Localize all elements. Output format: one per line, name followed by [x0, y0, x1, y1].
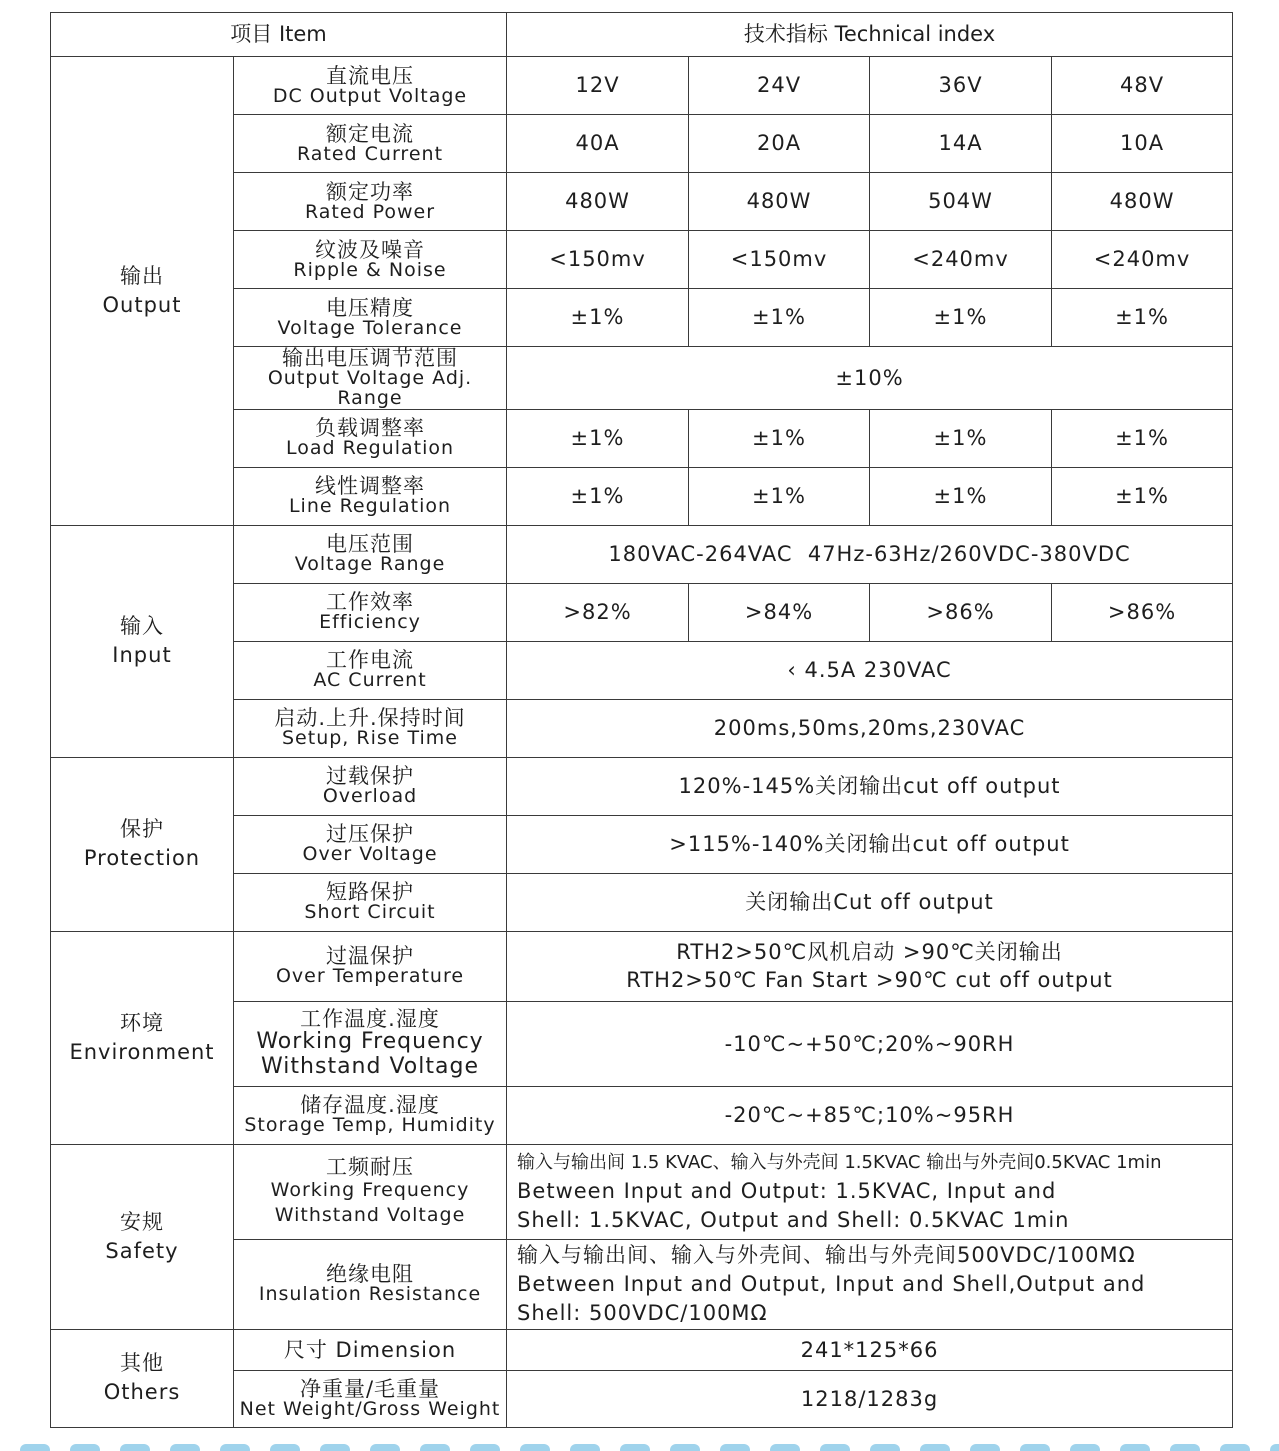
row-overload — [51, 757, 1233, 815]
item-label-en: Efficiency — [319, 611, 421, 634]
value-cell: 241*125*66 — [507, 1329, 1233, 1370]
item-working-temp — [234, 1001, 507, 1086]
value-cell: 关闭输出Cut off output — [507, 873, 1233, 931]
item-dc-voltage — [234, 57, 507, 115]
value-cell: ±1% — [1052, 289, 1233, 347]
item-voltage-tolerance — [234, 289, 507, 347]
item-label-en: Output Voltage Adj. Range — [267, 367, 473, 409]
category-safety-cn: 安规 — [120, 1209, 164, 1234]
value-cell: ‹ 4.5A 230VAC — [507, 641, 1233, 699]
decorative-dot — [20, 1444, 50, 1451]
decorative-dot — [470, 1444, 500, 1451]
value-cell: ±1% — [507, 409, 689, 467]
item-label-cn: 净重量/毛重量 — [299, 1376, 441, 1401]
value-cell: 200ms,50ms,20ms,230VAC — [507, 699, 1233, 757]
value-line-cn: 输入与输出间 1.5 KVAC、输入与外壳间 1.5KVAC 输出与外壳间0.5KVAC 1min — [517, 1152, 1162, 1173]
item-label-en: DC Output Voltage — [272, 84, 468, 107]
category-input — [51, 525, 234, 757]
item-label-en: Withstand Voltage — [261, 1053, 479, 1079]
category-others — [51, 1329, 234, 1427]
value-cell: 20A — [689, 115, 870, 173]
item-label-cn: 过温保护 — [326, 944, 414, 969]
item-label-en: Ripple & Noise — [293, 258, 447, 281]
item-label-cn: 纹波及噪音 — [315, 237, 425, 262]
category-environment-en: Environment — [69, 1039, 215, 1064]
value-cell: -20℃~+85℃;10%~95RH — [507, 1086, 1233, 1144]
value-line: Shell: 500VDC/100MΩ — [517, 1300, 768, 1325]
item-load-regulation — [234, 409, 507, 467]
decorative-dot — [970, 1444, 1000, 1451]
decorative-dot — [170, 1444, 200, 1451]
value-cell: ±1% — [870, 467, 1052, 525]
value-cell: ±1% — [1052, 409, 1233, 467]
value-cell: 120%-145%关闭输出cut off output — [507, 757, 1233, 815]
value-cell: <240mv — [870, 231, 1052, 289]
value-cell: <150mv — [689, 231, 870, 289]
value-cell: 504W — [870, 173, 1052, 231]
header-technical: 技术指标 Technical index — [507, 13, 1233, 57]
value-cell: 10A — [1052, 115, 1233, 173]
category-others-cn: 其他 — [120, 1351, 164, 1376]
header-row — [51, 13, 1233, 57]
item-label-cn: 启动.上升.保持时间 — [274, 706, 466, 731]
value-cell: 40A — [507, 115, 689, 173]
decorative-dot — [1220, 1444, 1250, 1451]
item-efficiency — [234, 583, 507, 641]
decorative-dot — [1020, 1444, 1050, 1451]
item-insulation — [234, 1239, 507, 1329]
item-label-cn: 储存温度.湿度 — [300, 1093, 440, 1118]
value-line-en: Shell: 1.5KVAC, Output and Shell: 0.5KVAC 1min — [517, 1207, 1070, 1232]
decorative-dot — [770, 1444, 800, 1451]
item-label-en: Over Voltage — [302, 843, 438, 866]
item-label-en: Working Frequency — [256, 1029, 484, 1055]
value-cell: 12V — [507, 57, 689, 115]
decorative-dot — [1070, 1444, 1100, 1451]
item-label-en: Voltage Range — [294, 553, 446, 576]
category-environment — [51, 931, 234, 1144]
item-label-en: Overload — [322, 785, 418, 808]
decorative-dot — [220, 1444, 250, 1451]
item-label-cn: 过载保护 — [326, 764, 414, 789]
item-weight — [234, 1370, 507, 1427]
decorative-dot — [1170, 1444, 1200, 1451]
decorative-dot — [270, 1444, 300, 1451]
row-dimension — [51, 1329, 1233, 1370]
item-label-cn: 负载调整率 — [315, 416, 425, 441]
decorative-dot — [820, 1444, 850, 1451]
value-cell: 48V — [1052, 57, 1233, 115]
decorative-dot — [120, 1444, 150, 1451]
value-cell: >115%-140%关闭输出cut off output — [507, 815, 1233, 873]
value-cell — [507, 931, 1233, 1001]
category-environment-cn: 环境 — [120, 1010, 164, 1035]
row-dc-voltage — [51, 57, 1233, 115]
item-label-cn: 工频耐压 — [326, 1155, 414, 1180]
value-cell — [507, 1239, 1233, 1329]
item-label: 尺寸 Dimension — [283, 1337, 457, 1362]
item-label-en: Rated Power — [304, 200, 436, 223]
item-label-en: Withstand Voltage — [274, 1203, 466, 1226]
item-label-cn: 电压精度 — [326, 295, 414, 320]
category-protection — [51, 757, 234, 931]
value-line: 输入与输出间、输入与外壳间、输出与外壳间500VDC/100MΩ — [517, 1242, 1136, 1267]
decorative-dot — [1120, 1444, 1150, 1451]
category-output-en: Output — [102, 292, 182, 317]
item-ripple — [234, 231, 507, 289]
category-output — [51, 57, 234, 526]
category-input-en: Input — [112, 643, 172, 668]
decorative-dot — [370, 1444, 400, 1451]
decorative-dot — [320, 1444, 350, 1451]
item-label-en: Working Frequency — [270, 1179, 470, 1202]
decorative-dot — [520, 1444, 550, 1451]
item-overload — [234, 757, 507, 815]
value-cell: 480W — [507, 173, 689, 231]
decorative-dot — [1270, 1444, 1279, 1451]
item-label-cn: 线性调整率 — [315, 474, 425, 499]
category-protection-en: Protection — [83, 846, 201, 871]
value-cell: >86% — [870, 583, 1052, 641]
decorative-dot — [920, 1444, 950, 1451]
item-dimension — [234, 1329, 507, 1370]
item-label-en: Rated Current — [296, 142, 444, 165]
category-others-en: Others — [103, 1380, 181, 1405]
category-safety-en: Safety — [105, 1238, 179, 1263]
value-line: Between Input and Output, Input and Shell,Output and — [517, 1271, 1146, 1296]
value-line-en: Between Input and Output: 1.5KVAC, Input and — [517, 1178, 1057, 1203]
value-cell: >84% — [689, 583, 870, 641]
value-cell: 36V — [870, 57, 1052, 115]
value-cell: ±1% — [1052, 467, 1233, 525]
item-ac-current — [234, 641, 507, 699]
decorative-dot — [70, 1444, 100, 1451]
decorative-dot — [670, 1444, 700, 1451]
item-label-cn: 输出电压调节范围 — [282, 346, 458, 370]
value-cell: ±1% — [507, 467, 689, 525]
decorative-dot — [870, 1444, 900, 1451]
value-cell: 14A — [870, 115, 1052, 173]
item-adj-range — [234, 347, 507, 410]
decorative-dot — [420, 1444, 450, 1451]
value-line-cn: RTH2>50℃风机启动 >90℃关闭输出 — [676, 940, 1063, 965]
row-withstand — [51, 1144, 1233, 1239]
item-label-cn: 短路保护 — [326, 880, 414, 905]
item-line-regulation — [234, 467, 507, 525]
item-label-en: Voltage Tolerance — [277, 316, 463, 339]
item-label-en: Net Weight/Gross Weight — [239, 1397, 501, 1420]
value-cell: ±1% — [870, 289, 1052, 347]
value-cell: ±1% — [689, 289, 870, 347]
value-cell: >86% — [1052, 583, 1233, 641]
value-cell — [507, 1144, 1233, 1239]
header-item: 项目 Item — [51, 13, 507, 57]
item-label-cn: 工作效率 — [326, 590, 414, 615]
category-protection-cn: 保护 — [120, 817, 164, 842]
value-cell: <150mv — [507, 231, 689, 289]
item-setup-time — [234, 699, 507, 757]
value-cell: ±10% — [507, 347, 1233, 410]
decorative-dot — [620, 1444, 650, 1451]
category-input-cn: 输入 — [120, 614, 164, 639]
item-label-cn: 绝缘电阻 — [326, 1262, 414, 1287]
value-cell: ±1% — [507, 289, 689, 347]
item-short-circuit — [234, 873, 507, 931]
item-label-en: AC Current — [313, 669, 427, 692]
row-voltage-range — [51, 525, 1233, 583]
value-cell: 180VAC-264VAC 47Hz-63Hz/260VDC-380VDC — [507, 525, 1233, 583]
value-cell: ±1% — [689, 409, 870, 467]
value-cell: ±1% — [689, 467, 870, 525]
item-label-en: Insulation Resistance — [258, 1283, 482, 1306]
value-cell: 480W — [689, 173, 870, 231]
item-label-en: Over Temperature — [275, 965, 465, 988]
item-rated-power — [234, 173, 507, 231]
value-line-en: RTH2>50℃ Fan Start >90℃ cut off output — [626, 968, 1113, 993]
spec-table — [50, 12, 1233, 1428]
row-over-temperature — [51, 931, 1233, 1001]
item-label-en: Load Regulation — [285, 437, 455, 460]
decorative-dot — [570, 1444, 600, 1451]
item-withstand — [234, 1144, 507, 1239]
item-label-en: Setup, Rise Time — [282, 727, 458, 750]
category-output-cn: 输出 — [120, 263, 164, 288]
category-safety — [51, 1144, 234, 1329]
decorative-dot — [720, 1444, 750, 1451]
item-label-en: Short Circuit — [304, 901, 436, 924]
value-cell: 480W — [1052, 173, 1233, 231]
item-label-cn: 额定电流 — [326, 121, 414, 146]
item-label-en: Storage Temp, Humidity — [244, 1114, 496, 1137]
value-cell: <240mv — [1052, 231, 1233, 289]
item-storage-temp — [234, 1086, 507, 1144]
item-over-voltage — [234, 815, 507, 873]
item-voltage-range — [234, 525, 507, 583]
item-label-cn: 额定功率 — [326, 179, 414, 204]
item-rated-current — [234, 115, 507, 173]
item-label-cn: 电压范围 — [326, 532, 414, 557]
item-label-cn: 直流电压 — [326, 63, 414, 88]
decorative-dot-strip — [0, 1440, 1279, 1451]
value-cell: ±1% — [870, 409, 1052, 467]
item-label-cn: 工作温度.湿度 — [300, 1007, 440, 1032]
item-label-en: Line Regulation — [288, 495, 452, 518]
value-cell: >82% — [507, 583, 689, 641]
item-label-cn: 工作电流 — [326, 648, 414, 673]
value-cell: 24V — [689, 57, 870, 115]
item-over-temperature — [234, 931, 507, 1001]
value-cell: 1218/1283g — [507, 1370, 1233, 1427]
item-label-cn: 过压保护 — [326, 822, 414, 847]
value-cell: -10℃~+50℃;20%~90RH — [507, 1001, 1233, 1086]
